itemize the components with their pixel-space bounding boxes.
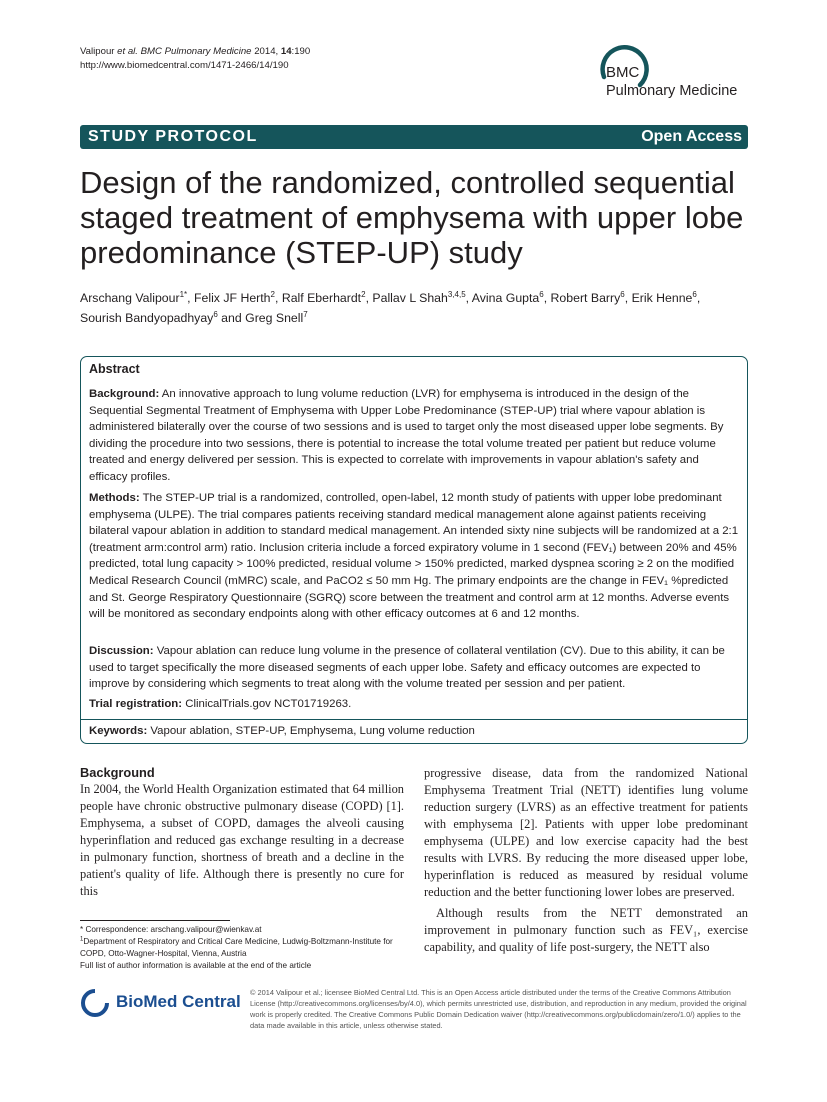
journal-logo <box>598 45 758 105</box>
abstract-trial-registration: Trial registration: ClinicalTrials.gov NCT01719263. <box>89 698 352 710</box>
author[interactable]: Arschang Valipour$^{1*}$ <box>80 289 188 305</box>
journal-logo-bmc: BMC <box>606 64 640 81</box>
author[interactable]: Sourish Bandyopadhyay$^6$ <box>80 309 218 325</box>
section-heading-background: Background <box>80 765 155 780</box>
abstract-box <box>80 356 748 744</box>
author[interactable]: Greg Snell$^7$ <box>245 309 308 325</box>
keywords: Keywords: Vapour ablation, STEP-UP, Emphysema, Lung volume reduction <box>89 725 475 737</box>
author[interactable]: Robert Barry$^6$ <box>550 289 625 305</box>
authors-and: and <box>217 311 246 325</box>
author[interactable]: Pallav L Shah$^{3,4,5}$ <box>372 289 466 305</box>
body-paragraph: progressive disease, data from the randomized National Emphysema Treatment Trial (NETT) identifies lung volume reduction surgery (LVRS) as an effective treatment for patients with emphysema [2]. Patients with upper lobe predominant emphysema (ULPE) and low exercise capacity had the best results with LVRS. By reducing the more diseased upper lobe, hyperinflation is reduced as measured by residual volume reduction and the better functioning lower lobes are preserved. <box>424 766 748 899</box>
body-column-right <box>424 765 748 956</box>
biomed-central-text: BioMed Central <box>116 992 241 1011</box>
citation-year: 2014, <box>251 46 281 57</box>
citation-url[interactable]: http://www.biomedcentral.com/1471-2466/14/190 <box>80 60 289 71</box>
correspondence[interactable]: * Correspondence: arschang.valipour@wienkav.at <box>80 925 262 934</box>
license-text: © 2014 Valipour et al.; licensee BioMed Central Ltd. This is an Open Access article distributed under the terms of the Creative Commons Attribution License (http://creativecommons.org/licenses/by/4.0), which permits unrestricted use, distribution, and reproduction in any medium, provided the original work is properly credited. The Creative Commons Public Domain Dedication waiver (http://creativecommons.org/publicdomain/zero/1.0/) applies to the data made available in this article, unless otherwise stated. <box>250 988 747 1030</box>
article-title: Design of the randomized, controlled sequential staged treatment of emphysema with upper lobe predominance (STEP-UP) study <box>80 165 744 270</box>
author[interactable]: Felix JF Herth$^2$ <box>193 289 275 305</box>
article-type-banner <box>80 125 748 149</box>
citation <box>80 45 310 73</box>
citation-issue: :190 <box>291 46 311 57</box>
citation-line <box>80 45 310 59</box>
citation-journal: et al. BMC Pulmonary Medicine <box>117 46 252 57</box>
footnotes <box>80 924 410 972</box>
body-paragraph: Although results from the NETT demonstrated an improvement in pulmonary function such as FEV₁, exercise capability, and quality of life post-surgery, the NETT also <box>424 906 748 954</box>
author[interactable]: Avina Gupta$^6$ <box>471 289 544 305</box>
article-type: STUDY PROTOCOL <box>88 128 258 145</box>
author-list: Arschang Valipour$^{1*}$, Felix JF Herth$^2$, Ralf Eberhardt$^2$, Pallav L Shah$^{3,4,5}$, Avina Gupta$^6$, Robert Barry$^6$, Erik Henne$^6$, Sourish Bandyopadhyay$^6$ and Greg Snell$^7$ <box>80 289 701 325</box>
abstract-discussion: Discussion: Vapour ablation can reduce lung volume in the presence of collateral ventilation (CV). Due to this ability, it can be used to target specifically the more diseased segments of each upper lobe. Safety and efficacy outcomes are expected to improve by considering which segments to treat along with the volume treated per session and per patient. <box>89 645 725 691</box>
citation-authors: Valipour <box>80 46 118 57</box>
open-access-label: Open Access <box>641 128 742 145</box>
journal-logo-name: Pulmonary Medicine <box>606 83 738 99</box>
affiliation: $^1$Department of Respiratory and Critical Care Medicine, Ludwig-Boltzmann-Institute for COPD, Otto-Wagner-Hospital, Vienna, Austria <box>80 936 393 958</box>
abstract-divider <box>81 719 747 720</box>
abstract-background: Background: An innovative approach to lung volume reduction (LVR) for emphysema is introduced in the design of the Sequential Segmental Treatment of Emphysema with Upper Lobe Predominance (STEP-UP) trial where vapour ablation is administered bilaterally over the course of two sessions and is used to target only the most diseased upper lobe segments. By dividing the procedure into two sessions, there is potential to increase the total volume treated per patient but reduce volume treated and energy delivered per session. This is expected to correlate with improvements in vapour ablation's safety and efficacy profiles. <box>89 388 724 483</box>
body-column-left <box>80 765 404 900</box>
author[interactable]: Erik Henne$^6$ <box>631 289 697 305</box>
citation-volume: 14 <box>280 46 292 57</box>
biomed-central-icon <box>80 988 110 1018</box>
body-paragraph: In 2004, the World Health Organization estimated that 64 million people have chronic obstructive pulmonary disease (COPD) [1]. Emphysema, a subset of COPD, damages the alveoli causing hyperinflation and reduced gas exchange resulting in a decrease in pulmonary function, shortness of breath and a decline in the patient's quality of life. Although there is presently no cure for this <box>80 782 404 898</box>
footnote-rule <box>80 920 230 921</box>
biomed-central-logo <box>80 988 240 1018</box>
author-info-note: Full list of author information is available at the end of the article <box>80 961 312 970</box>
abstract-methods: Methods: The STEP-UP trial is a randomized, controlled, open-label, 12 month study of patients with upper lobe predominant emphysema (ULPE). The trial compares patients receiving standard medical management alone against patients receiving bilateral vapour ablation in addition to standard medical management. An intended sixty nine subjects will be randomized at a 2:1 (treatment arm:control arm) ratio. Inclusion criteria include a forced expiratory volume in 1 second (FEV₁) between 20% and 45% predicted, total lung capacity > 100% predicted, residual volume > 150% predicted, marked dyspnea scoring ≥ 2 on the modified Medical Research Council (mMRC) scale, and PaCO2 ≤ 50 mm Hg. The primary endpoints are the change in FEV₁ %predicted and St. George Respiratory Questionnaire (SGRQ) score between the treatment and control arm at 12 months. Adverse events will be monitored as secondary endpoints along with other efficacy outcomes at 6 and 12 months. <box>89 492 739 621</box>
author[interactable]: Ralf Eberhardt$^2$ <box>281 289 366 305</box>
abstract-heading: Abstract <box>89 362 140 376</box>
